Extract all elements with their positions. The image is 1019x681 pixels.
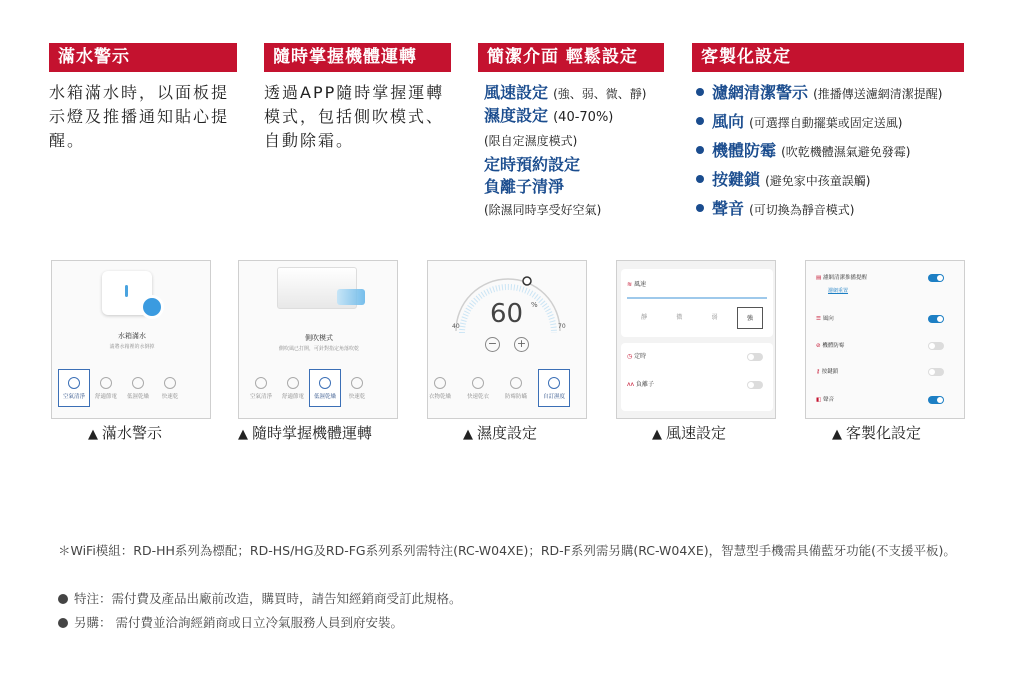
bullet-icon bbox=[696, 117, 704, 125]
screen-title: 側吹模式 bbox=[305, 334, 333, 342]
bullet-icon bbox=[58, 618, 68, 628]
mode-selector bbox=[52, 369, 211, 407]
screen-subtitle: 請將水箱裡的水倒掉 bbox=[109, 344, 155, 350]
list-item: 機體防霉 (吹乾機體濕氣避免發霉) bbox=[696, 139, 964, 164]
ion-toggle[interactable] bbox=[747, 381, 763, 389]
feature-humidity: 濕度設定 bbox=[484, 106, 549, 125]
lock-toggle[interactable] bbox=[928, 368, 944, 376]
app-screen-side-blow bbox=[238, 260, 398, 419]
mode-button[interactable]: 舒適節電 bbox=[90, 369, 122, 407]
minus-button[interactable]: − bbox=[485, 337, 500, 352]
timer-label: ◷ 定時 bbox=[627, 353, 647, 360]
setting-row-sound: ◧ 聲音 bbox=[816, 397, 834, 403]
caption: ▲ 隨時掌握機體運轉 bbox=[238, 424, 373, 442]
screen-title: 水箱滿水 bbox=[118, 332, 146, 340]
mode-selector bbox=[239, 369, 398, 407]
feature-note: (40-70%) bbox=[553, 110, 614, 125]
caption: ▲ 濕度設定 bbox=[463, 424, 538, 442]
custom-list bbox=[692, 81, 964, 222]
feature-ion: 負離子清淨 bbox=[484, 177, 565, 196]
bullet-icon bbox=[58, 594, 68, 604]
feature-note: (強、弱、微、靜) bbox=[553, 87, 647, 101]
mode-button[interactable]: 低濕乾燥 bbox=[122, 369, 154, 407]
mode-button[interactable]: 舒適節電 bbox=[277, 369, 309, 407]
special-note: 特注：需付費及產品出廠前改造，購買時，請告知經銷商受訂此規格。 bbox=[58, 588, 462, 610]
humidity-max: 70 bbox=[558, 323, 566, 330]
feature-fan-speed: 風速設定 bbox=[484, 83, 549, 102]
wifi-note: ＊WiFi模組：RD-HH系列為標配；RD-HS/HG及RD-FG系列系列需特注(RC-W04XE)；RD-F系列需另購(RC-W04XE)，智慧型手機需具備藍牙功能(不支援平板)。 bbox=[58, 543, 956, 558]
bullet-icon bbox=[696, 146, 704, 154]
screen-subtitle: 側吹風已打開，可針對指定角落吹乾 bbox=[278, 346, 359, 352]
bullet-icon bbox=[696, 204, 704, 212]
filter-icon: ▤ bbox=[816, 275, 822, 281]
app-screen-custom bbox=[805, 260, 965, 419]
humidity-unit: % bbox=[531, 301, 538, 309]
speed-option[interactable]: 靜 bbox=[640, 314, 647, 321]
humidity-value: 60 bbox=[490, 299, 524, 329]
speed-option[interactable]: 弱 bbox=[711, 314, 718, 321]
airflow-icon bbox=[337, 289, 365, 305]
ion-icon: ʌʌ bbox=[627, 381, 635, 388]
feature-note: (限自定濕度模式) bbox=[484, 134, 578, 148]
list-item: 按鍵鎖 (避免家中孩童誤觸) bbox=[696, 168, 964, 193]
mode-button[interactable]: 快速乾 bbox=[154, 369, 186, 407]
app-screen-water-full bbox=[51, 260, 211, 419]
app-screen-fan-speed bbox=[616, 260, 776, 419]
mold-icon: ⊘ bbox=[816, 343, 821, 349]
caption: ▲ 客製化設定 bbox=[832, 424, 922, 442]
feature-note: (除濕同時享受好空氣) bbox=[484, 203, 602, 217]
fan-icon: ≋ bbox=[627, 281, 633, 288]
filter-reset-link[interactable]: 濾網重置 bbox=[828, 288, 849, 294]
caption: ▲ 滿水警示 bbox=[88, 424, 163, 442]
timer-toggle[interactable] bbox=[747, 353, 763, 361]
setting-row-lock: ⚷ 按鍵鎖 bbox=[816, 369, 839, 375]
list-item: 風向 (可選擇自動擺葉或固定送風) bbox=[696, 110, 964, 135]
section-water-full bbox=[49, 43, 237, 153]
setting-row-wind: ☰ 風向 bbox=[816, 316, 834, 322]
section-text: 水箱滿水時，以面板提示燈及推播通知貼心提醒。 bbox=[49, 83, 230, 150]
speed-slider[interactable] bbox=[627, 297, 767, 299]
mode-button[interactable]: 快速乾衣 bbox=[462, 369, 494, 407]
ion-label: ʌʌ 負離子 bbox=[627, 381, 655, 388]
section-title: 隨時掌握機體運轉 bbox=[264, 43, 451, 72]
filter-toggle[interactable] bbox=[928, 274, 944, 282]
mode-button[interactable]: 自訂濕度 bbox=[538, 369, 570, 407]
section-title: 客製化設定 bbox=[692, 43, 964, 72]
speed-option[interactable]: 強 bbox=[737, 307, 763, 329]
clock-icon: ◷ bbox=[627, 353, 633, 360]
setting-row-mold: ⊘ 機體防霉 bbox=[816, 343, 845, 349]
app-screen-humidity bbox=[427, 260, 587, 419]
list-item: 濾網清潔警示 (推播傳送濾網清潔提醒) bbox=[696, 81, 964, 106]
section-title: 簡潔介面 輕鬆設定 bbox=[478, 43, 664, 72]
setting-row-filter: ▤ 濾網清潔推播提醒 bbox=[816, 275, 867, 281]
plus-button[interactable]: + bbox=[514, 337, 529, 352]
purchase-note: 另購： 需付費並洽詢經銷商或日立冷氣服務人員到府安裝。 bbox=[58, 612, 403, 634]
list-item: 聲音 (可切換為靜音模式) bbox=[696, 197, 964, 222]
section-custom bbox=[692, 43, 964, 226]
section-operation bbox=[264, 43, 451, 153]
mode-button[interactable]: 空氣清淨 bbox=[245, 369, 277, 407]
mode-button[interactable]: 快速乾 bbox=[341, 369, 373, 407]
fan-speed-label: ≋ 風速 bbox=[627, 281, 646, 288]
mode-button[interactable]: 低濕乾燥 bbox=[309, 369, 341, 407]
bullet-icon bbox=[696, 88, 704, 96]
mode-selector bbox=[428, 369, 587, 407]
lock-icon: ⚷ bbox=[816, 369, 821, 375]
wind-toggle[interactable] bbox=[928, 315, 944, 323]
speed-option[interactable]: 微 bbox=[676, 314, 683, 321]
caption: ▲ 風速設定 bbox=[652, 424, 727, 442]
mode-button[interactable]: 衣物乾燥 bbox=[427, 369, 456, 407]
sound-toggle[interactable] bbox=[928, 396, 944, 404]
mode-button[interactable]: 空氣清淨 bbox=[58, 369, 90, 407]
wind-icon: ☰ bbox=[816, 316, 821, 322]
mode-button[interactable]: 防霉防蟎 bbox=[500, 369, 532, 407]
section-interface bbox=[478, 43, 664, 221]
bullet-icon bbox=[696, 175, 704, 183]
section-title: 滿水警示 bbox=[49, 43, 237, 72]
feature-timer: 定時預約設定 bbox=[484, 155, 581, 174]
humidity-min: 40 bbox=[452, 323, 460, 330]
section-text: 透過APP隨時掌握運轉模式，包括側吹模式、自動除霜。 bbox=[264, 83, 445, 150]
water-drop-icon bbox=[140, 295, 164, 319]
mold-toggle[interactable] bbox=[928, 342, 944, 350]
speaker-icon: ◧ bbox=[816, 397, 822, 403]
